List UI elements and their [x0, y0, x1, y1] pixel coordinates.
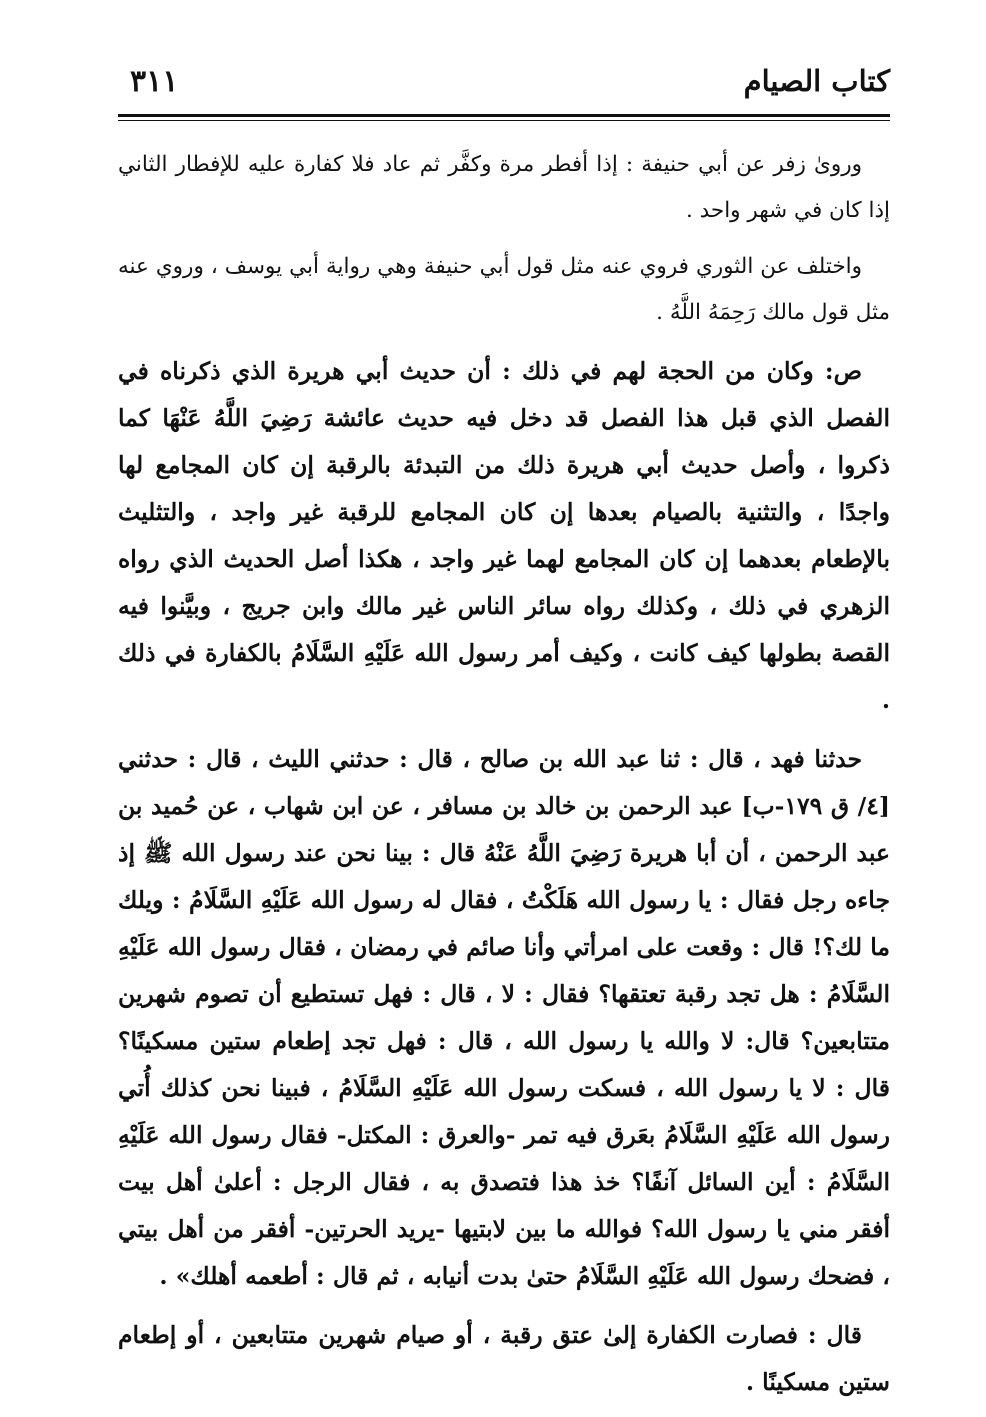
- running-title: كتاب الصيام: [743, 64, 890, 98]
- paragraph-zufar: وروىٰ زفر عن أبي حنيفة : إذا أفطر مرة وكفَّر ثم عاد فلا كفارة عليه للإفطار الثاني إذا كان في شهر واحد .: [118, 152, 890, 223]
- body-text: [118, 142, 890, 1406]
- paragraph-thawri: واختلف عن الثوري فروي عنه مثل قول أبي حنيفة وهي رواية أبي يوسف ، وروي عنه مثل قول مالك رَحِمَهُ اللَّهُ .: [118, 254, 890, 325]
- paragraph-conclusion: قال : فصارت الكفارة إلىٰ عتق رقبة ، أو صيام شهرين متتابعين ، أو إطعام ستين مسكينًا .: [118, 1321, 890, 1396]
- paragraph-hadith: حدثنا فهد ، قال : ثنا عبد الله بن صالح ، قال : حدثني الليث ، قال : حدثني [٤/ ق ١٧٩-ب] عبد الرحمن بن خالد بن مسافر ، عن ابن شهاب ، عن حُميد بن عبد الرحمن ، أن أبا هريرة رَضِيَ اللَّهُ عَنْهُ قال : بينا نحن عند رسول الله ﷺ إذ جاءه رجل فقال : يا رسول الله هَلَكْتُ ، فقال له رسول الله عَلَيْهِ السَّلَامُ : ويلك ما لك؟! قال : وقعت على امرأتي وأنا صائم في رمضان ، فقال رسول الله عَلَيْهِ السَّلَامُ : هل تجد رقبة تعتقها؟ فقال : لا ، قال : فهل تستطيع أن تصوم شهرين متتابعين؟ قال: لا والله يا رسول الله ، قال : فهل تجد إطعام ستين مسكينًا؟ قال : لا يا رسول الله ، فسكت رسول الله عَلَيْهِ السَّلَامُ ، فبينا نحن كذلك أُتي رسول الله عَلَيْهِ السَّلَامُ بعَرق فيه تمر -والعرق : المكتل- فقال رسول الله عَلَيْهِ السَّلَامُ : أين السائل آنفًا؟ خذ هذا فتصدق به ، فقال الرجل : أعلىٰ أهل بيت أفقر مني يا رسول الله؟ فوالله ما بين لابتيها -يريد الحرتين- أفقر من أهل بيتي ، فضحك رسول الله عَلَيْهِ السَّلَامُ حتىٰ بدت أنيابه ، ثم قال : أطعمه أهلك» .: [118, 745, 890, 1290]
- page-header: [118, 60, 890, 110]
- header-rule-thin: [118, 120, 890, 121]
- page-number: ٣١١: [130, 64, 179, 99]
- paragraph-argument: ص: وكان من الحجة لهم في ذلك : أن حديث أبي هريرة الذي ذكرناه في الفصل الذي قبل هذا الفصل قد دخل فيه حديث عائشة رَضِيَ اللَّهُ عَنْهَا كما ذكروا ، وأصل حديث أبي هريرة ذلك من التبدئة بالرقبة إن كان المجامع لها واجدًا ، والتثنية بالصيام بعدها إن كان المجامع للرقبة غير واجد ، والتثليث بالإطعام بعدهما إن كان المجامع لهما غير واجد ، هكذا أصل الحديث الذي رواه الزهري في ذلك ، وكذلك رواه سائر الناس غير مالك وابن جريج ، وبيَّنوا فيه القصة بطولها كيف كانت ، وكيف أمر رسول الله عَلَيْهِ السَّلَامُ بالكفارة في ذلك .: [118, 357, 890, 714]
- header-rule: [118, 114, 890, 117]
- page: [118, 60, 890, 1396]
